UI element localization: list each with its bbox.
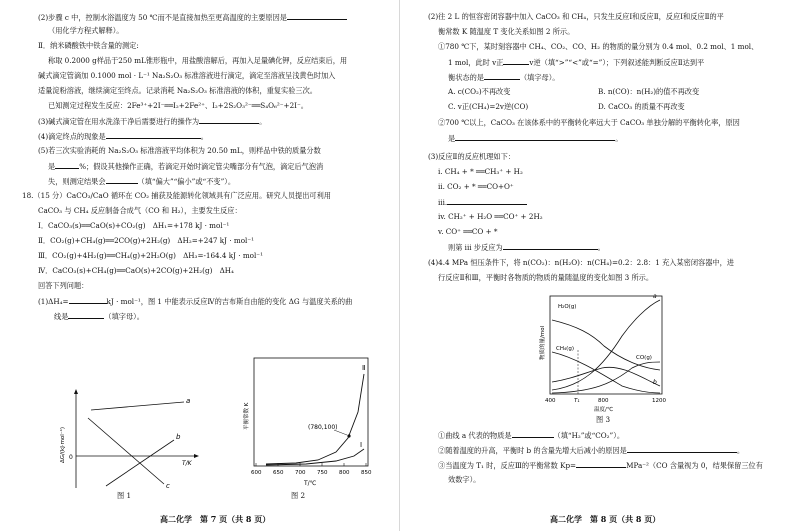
fig2-point <box>347 434 350 437</box>
question-line: 效数字）。 <box>448 475 481 484</box>
fig3-xtick-400: 400 <box>545 398 556 404</box>
answer-blank[interactable] <box>68 311 104 319</box>
fig1-x-arrow <box>194 454 199 458</box>
question-line: ③当温度为 T₁ 时，反应Ⅲ的平衡常数 Kp= MPa⁻²（CO 含量视为 0，结果保留三位有 <box>438 461 763 470</box>
fig3-label-a: a <box>653 293 657 300</box>
fig3-caption: 图 3 <box>596 415 611 424</box>
fig3-ylabel: 物质的量/mol <box>540 325 546 360</box>
answer-blank[interactable] <box>512 430 554 438</box>
question-line: ②700 ℃以上，CaCO₃ 在该体系中的平衡转化率远大于 CaCO₃ 单独分解的平衡转化率，原因 <box>438 118 740 127</box>
question-line: (2)步骤 c 中，控制水浴温度为 50 ℃而不是直接加热至更高温度的主要原因是 <box>38 12 347 22</box>
question-line: 衡常数 K 随温度 T 变化关系如图 2 所示。 <box>438 27 575 36</box>
question-line: (1)ΔH₄= kJ · mol⁻¹，图 1 中能表示反应Ⅳ的吉布斯自由能的变化 ΔG 与温度关系的曲 <box>38 297 353 306</box>
figure-1 <box>46 388 206 500</box>
fig2-xtick-label: 700 <box>295 470 306 476</box>
question-title: 18.（15 分）CaCO₃/CaO 循环在 CO₂ 捕获及能源转化领域具有广泛应用。研究人员提出可利用 <box>22 191 331 200</box>
fig1-xlabel: T/K <box>182 460 192 467</box>
figure-2 <box>226 352 376 492</box>
option-d[interactable]: D. CaCO₃ 的质量不再改变 <box>598 102 685 111</box>
question-line: 是 。 <box>448 134 623 143</box>
fig3-curve-h2o <box>552 320 660 370</box>
fig1-label-b: b <box>176 433 181 441</box>
answer-blank[interactable] <box>503 57 529 65</box>
fig3-xtick-t1: T₁ <box>574 398 580 404</box>
reaction-equation: Ⅲ．CO₂(g)+4H₂(g)══CH₄(g)+2H₂O(g) ΔH₃=-164.4 kJ · mol⁻¹ <box>38 251 263 260</box>
fig3-frame <box>550 296 662 394</box>
question-line: (3)反应Ⅱ的反应机理如下： <box>428 152 515 161</box>
question-line: CaCO₃ 与 CH₄ 反应制备合成气（CO 和 H₂），主要发生反应： <box>38 206 242 215</box>
mechanism-step: i. CH₄ + * ══CH₃⁺ + H₂ <box>438 167 523 176</box>
question-line: (2)往 2 L 的恒容密闭容器中加入 CaCO₃ 和 CH₄，只发生反应Ⅰ和反应Ⅱ，反应Ⅰ和反应Ⅱ的平 <box>428 12 724 21</box>
answer-blank[interactable] <box>455 133 615 141</box>
question-line: ②随着温度的升高，平衡时 b 的含量先增大后减小的原因是 。 <box>438 446 745 455</box>
answer-blank[interactable] <box>55 161 79 169</box>
fig3-label-b: b <box>653 379 657 386</box>
fig2-label-II: Ⅱ <box>362 364 366 372</box>
fig2-xtick-label: 750 <box>317 470 328 476</box>
mechanism-step: iv. CH₂⁺ + H₂O ══CO⁺ + 2H₂ <box>438 212 543 221</box>
option-c[interactable]: C. v正(CH₄)=2v逆(CO) <box>448 102 529 111</box>
option-a[interactable]: A. c(CO₂)不再改变 <box>448 87 511 96</box>
fig2-xtick-label: 650 <box>273 470 284 476</box>
fig1-curve-a <box>91 402 184 410</box>
page-footer: 高二化学 第 7 页（共 8 页） <box>160 514 271 524</box>
fig1-curve-c <box>88 418 164 484</box>
fig2-point-label: (780,100) <box>308 424 338 431</box>
answer-blank[interactable] <box>106 176 138 184</box>
fig3-xtick-1200: 1200 <box>652 398 666 404</box>
reaction-equation: Ⅳ．CaCO₃(s)+CH₄(g)══CaO(s)+2CO(g)+2H₂(g) ΔH₄ <box>38 266 234 275</box>
answer-blank[interactable] <box>447 197 527 205</box>
question-line: （用化学方程式解释）。 <box>48 26 124 35</box>
right-page <box>400 0 800 531</box>
question-line: 是 %；假设其他操作正确，若滴定开始时滴定管尖嘴部分有气泡，滴定后气泡消 <box>48 162 324 171</box>
question-line: ①780 ℃下，某时刻容器中 CH₄、CO₂、CO、H₂ 的物质的量分别为 0.4 mol、0.2 mol、1 mol、 <box>438 42 759 51</box>
question-line: 线是 （填字母）。 <box>54 312 144 321</box>
fig3-label-ch4: CH₄(g) <box>556 346 574 352</box>
answer-blank[interactable] <box>106 131 201 139</box>
question-line: 失，则测定结果会 （填“偏大”“偏小”或“不变”）。 <box>48 177 236 186</box>
fig2-curve-I <box>266 449 364 465</box>
question-line: 适量淀粉溶液，继续滴定至终点。记录消耗 Na₂S₂O₃ 标准溶液的体积，重复实验三次。 <box>38 86 317 95</box>
fig3-label-h2o: H₂O(g) <box>558 304 577 310</box>
mechanism-step: v. CO⁺ ══CO + * <box>438 227 498 236</box>
fig1-origin: 0 <box>69 454 73 461</box>
question-line: 1 mol，此时 v正 v逆（填“>”“<”或“=”）；下列叙述能判断反应Ⅱ达到平 <box>448 58 705 67</box>
question-line: 称取 0.2000 g样品于250 mL锥形瓶中，用盐酸溶解后，再加入足量碘化钾，反应结束后，用 <box>48 56 348 65</box>
fig1-curve-b <box>106 440 174 486</box>
question-line: 回答下列问题： <box>38 281 89 290</box>
answer-blank[interactable] <box>199 116 259 124</box>
page-footer: 高二化学 第 8 页（共 8 页） <box>550 514 661 524</box>
reaction-equation: Ⅱ．CO₂(g)+CH₄(g)══2CO(g)+2H₂(g) ΔH₂=+247 kJ · mol⁻¹ <box>38 236 255 245</box>
question-line: (5)若三次实验消耗的 Na₂S₂O₃ 标准溶液平均体积为 20.50 mL，则样品中铁的质量分数 <box>38 146 321 155</box>
question-line: (3)碱式滴定管在用水洗涤干净后需要进行的操作为 。 <box>38 117 267 126</box>
fig2-xtick-label: 800 <box>339 470 350 476</box>
question-line: ①曲线 a 代表的物质是 （填“H₂”或“CO₂”）。 <box>438 431 625 440</box>
fig2-curve-II <box>266 374 364 464</box>
question-line: 已知测定过程发生反应：2Fe³⁺+2I⁻══I₂+2Fe²⁺、I₂+2S₂O₃²⁻══S₄O₆²⁻+2I⁻。 <box>48 101 308 110</box>
question-line: (4)滴定终点的现象是 。 <box>38 132 208 141</box>
fig2-frame <box>254 358 368 466</box>
mechanism-step: ii. CO₂ + * ══CO+O⁺ <box>438 182 514 191</box>
fig3-xlabel: 温度/℃ <box>594 407 614 413</box>
figure-3 <box>532 286 672 414</box>
fig2-xtick-label: 850 <box>361 470 372 476</box>
fig3-label-co: CO(g) <box>636 355 652 361</box>
answer-blank[interactable] <box>627 445 737 453</box>
fig2-xlabel: T/℃ <box>304 480 317 487</box>
reaction-equation: Ⅰ．CaCO₃(s)══CaO(s)+CO₂(g) ΔH₁=+178 kJ · mol⁻¹ <box>38 221 230 230</box>
fig2-ylabel: 平衡常数 K <box>244 402 250 430</box>
option-b[interactable]: B. n(CO)：n(H₂)的值不再改变 <box>598 87 700 96</box>
answer-blank[interactable] <box>484 72 520 80</box>
mechanism-step: iii. <box>438 197 527 207</box>
question-line: 则第 iii 步反应为 。 <box>448 243 605 252</box>
fig1-ylabel: ΔG/(kJ·mol⁻¹) <box>60 426 66 463</box>
fig1-label-a: a <box>186 397 191 405</box>
fig3-xtick-800: 800 <box>598 398 609 404</box>
question-line: 碱式滴定管滴加 0.1000 mol · L⁻¹ Na₂S₂O₃ 标准溶液进行滴定，滴定至溶液呈浅黄色时加入 <box>38 71 336 80</box>
section-heading: Ⅱ．纳米磷酸铁中铁含量的测定: <box>38 41 139 50</box>
fig2-label-I: Ⅰ <box>360 441 363 449</box>
question-line: 衡状态的是 （填字母）。 <box>448 73 560 82</box>
answer-blank[interactable] <box>503 242 598 250</box>
answer-blank[interactable] <box>576 460 626 468</box>
answer-blank[interactable] <box>69 296 107 304</box>
fig1-label-c: c <box>166 482 170 490</box>
fig1-caption: 图 1 <box>117 491 132 500</box>
fig1-y-arrow <box>74 389 78 394</box>
fig2-caption: 图 2 <box>291 491 306 500</box>
fig2-xtick-label: 600 <box>251 470 262 476</box>
question-line: 行反应Ⅱ和Ⅲ，平衡时各物质的物质的量随温度的变化如图 3 所示。 <box>438 273 654 282</box>
answer-blank[interactable] <box>287 12 347 20</box>
question-line: (4)4.4 MPa 恒压条件下，将 n(CO₂)：n(H₂O)：n(CH₄)=0.2：2.8：1 充入某密闭容器中，进 <box>428 258 734 267</box>
